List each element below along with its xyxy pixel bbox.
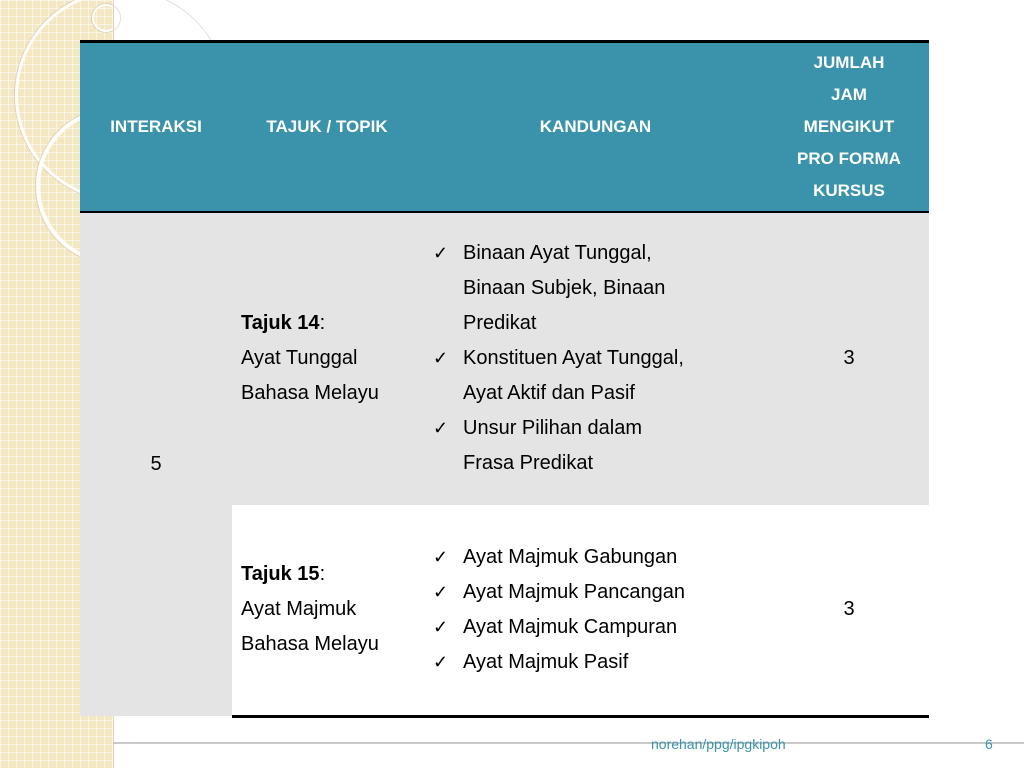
list-item-line: Unsur Pilihan dalam	[463, 417, 642, 439]
list-item-line: Frasa Predikat	[463, 452, 594, 474]
tajuk-separator: :	[319, 563, 326, 585]
list-item-line: Ayat Majmuk Campuran	[463, 615, 678, 638]
list-item-line: Konstituen Ayat Tunggal,	[463, 347, 684, 369]
topik-line: Bahasa Melayu	[241, 633, 379, 655]
footer-divider	[113, 742, 1024, 744]
topik-line: Bahasa Melayu	[241, 382, 379, 404]
header-topik: TAJUK / TOPIK	[232, 42, 422, 212]
header-jam-line: PRO FORMA	[797, 148, 901, 168]
table-row	[80, 212, 929, 505]
tajuk-heading	[241, 306, 421, 341]
checkmark-icon: ✓	[433, 243, 449, 263]
checkmark-icon: ✓	[433, 581, 449, 602]
kandungan-cell	[422, 505, 769, 717]
header-jam-line: KURSUS	[813, 180, 885, 200]
tajuk-label: Tajuk 14	[241, 312, 320, 334]
tajuk-label: Tajuk 15	[241, 563, 320, 585]
list-item-line: Binaan Ayat Tunggal,	[463, 242, 652, 264]
jam-cell: 3	[769, 505, 929, 717]
header-kandungan: KANDUNGAN	[422, 42, 769, 212]
table-header-row	[80, 42, 929, 212]
list-item-line: Ayat Majmuk Pancangan	[463, 580, 685, 603]
list-item	[423, 610, 768, 645]
topik-line: Ayat Majmuk	[241, 598, 357, 620]
list-item	[423, 411, 768, 481]
header-jumlah-jam	[769, 42, 929, 212]
interaksi-cell: 5	[80, 212, 232, 717]
tajuk-separator: :	[319, 312, 326, 334]
course-content-table-container	[80, 40, 929, 718]
checkmark-icon: ✓	[433, 348, 449, 368]
course-content-table	[80, 40, 929, 718]
list-item-line: Ayat Aktif dan Pasif	[463, 382, 635, 404]
topik-line: Ayat Tunggal	[241, 347, 358, 369]
kandungan-list	[423, 236, 768, 481]
list-item-line: Predikat	[463, 312, 537, 334]
decorative-ring	[92, 4, 120, 32]
footer-credit: norehan/ppg/ipgkipoh	[651, 736, 786, 752]
list-item-line: Ayat Majmuk Gabungan	[463, 545, 678, 568]
list-item	[423, 236, 768, 341]
header-jam-line: JAM	[831, 84, 867, 104]
list-item	[423, 341, 768, 411]
checkmark-icon: ✓	[433, 418, 449, 438]
jam-cell: 3	[769, 212, 929, 505]
checkmark-icon: ✓	[433, 651, 449, 672]
header-jam-line: JUMLAH	[813, 52, 885, 72]
list-item-line: Binaan Subjek, Binaan	[463, 277, 666, 299]
topik-cell	[232, 212, 422, 505]
list-item	[423, 575, 768, 610]
checkmark-icon: ✓	[433, 546, 449, 567]
list-item	[423, 645, 768, 680]
topik-cell	[232, 505, 422, 717]
list-item-line: Ayat Majmuk Pasif	[463, 650, 629, 673]
kandungan-list	[423, 540, 768, 680]
page-number: 6	[985, 736, 993, 752]
tajuk-heading	[241, 557, 421, 592]
header-jam-line: MENGIKUT	[803, 116, 895, 136]
header-interaksi: INTERAKSI	[80, 42, 232, 212]
list-item	[423, 540, 768, 575]
checkmark-icon: ✓	[433, 616, 449, 637]
kandungan-cell	[422, 212, 769, 505]
